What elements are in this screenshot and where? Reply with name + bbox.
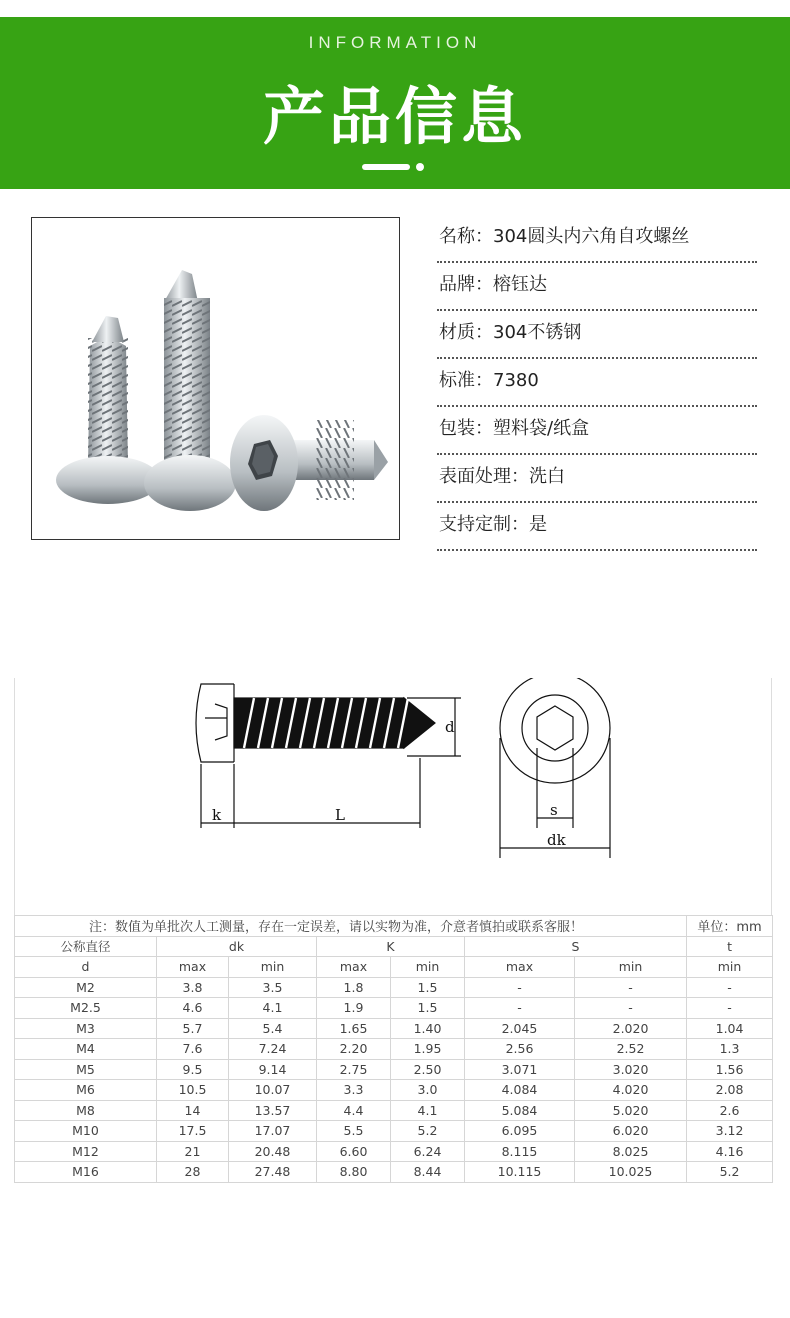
table-cell: 4.1 [391, 1100, 465, 1121]
product-info-list [437, 215, 757, 551]
info-row-material [437, 311, 757, 359]
table-cell: 3.8 [157, 977, 229, 998]
table-cell: 2.50 [391, 1059, 465, 1080]
table-cell: 4.16 [687, 1141, 773, 1162]
table-cell: 1.3 [687, 1039, 773, 1060]
table-cell: M16 [15, 1162, 157, 1183]
table-cell: 10.5 [157, 1080, 229, 1101]
table-cell: 5.2 [687, 1162, 773, 1183]
table-cell: 1.8 [317, 977, 391, 998]
table-cell: 2.045 [465, 1018, 575, 1039]
table-cell: 4.020 [575, 1080, 687, 1101]
table-cell: - [465, 998, 575, 1019]
table-row [15, 1141, 773, 1162]
table-cell: 2.52 [575, 1039, 687, 1060]
table-cell: 8.44 [391, 1162, 465, 1183]
info-name: 名称：304圆头内六角自攻螺丝 [439, 226, 690, 247]
dim-label-k: k [212, 806, 222, 824]
info-standard: 标准：7380 [439, 370, 539, 391]
header-k: K [317, 936, 465, 957]
table-cell: - [465, 977, 575, 998]
table-cell: M6 [15, 1080, 157, 1101]
info-row-surface [437, 455, 757, 503]
table-cell: 7.24 [229, 1039, 317, 1060]
table-unit: 单位：mm [687, 916, 773, 937]
info-brand: 品牌：榕钰达 [439, 274, 547, 295]
header-s: S [465, 936, 687, 957]
table-cell: 3.0 [391, 1080, 465, 1101]
table-cell: 4.6 [157, 998, 229, 1019]
table-cell: 6.24 [391, 1141, 465, 1162]
table-cell: 1.56 [687, 1059, 773, 1080]
table-subheader-row [15, 957, 773, 978]
info-row-packaging [437, 407, 757, 455]
table-row [15, 1162, 773, 1183]
table-note-row [15, 916, 773, 937]
table-cell: 21 [157, 1141, 229, 1162]
subheader-cell: min [391, 957, 465, 978]
subheader-cell: min [229, 957, 317, 978]
dim-label-L: L [335, 806, 345, 824]
subheader-cell: min [575, 957, 687, 978]
table-row [15, 1080, 773, 1101]
table-cell: 8.025 [575, 1141, 687, 1162]
table-cell: 5.2 [391, 1121, 465, 1142]
table-cell: 2.08 [687, 1080, 773, 1101]
table-cell: M2.5 [15, 998, 157, 1019]
table-row [15, 1039, 773, 1060]
table-cell: 17.07 [229, 1121, 317, 1142]
table-cell: 4.4 [317, 1100, 391, 1121]
table-cell: 3.3 [317, 1080, 391, 1101]
table-cell: - [687, 998, 773, 1019]
table-cell: 5.020 [575, 1100, 687, 1121]
table-cell: 10.115 [465, 1162, 575, 1183]
table-row [15, 1121, 773, 1142]
table-cell: 1.5 [391, 998, 465, 1019]
table-cell: M8 [15, 1100, 157, 1121]
table-cell: 2.020 [575, 1018, 687, 1039]
table-cell: 2.56 [465, 1039, 575, 1060]
table-row [15, 1100, 773, 1121]
table-cell: - [687, 977, 773, 998]
table-header-row [15, 936, 773, 957]
table-cell: 8.115 [465, 1141, 575, 1162]
subheader-cell: min [687, 957, 773, 978]
table-cell: 3.071 [465, 1059, 575, 1080]
table-cell: 2.75 [317, 1059, 391, 1080]
table-cell: 1.65 [317, 1018, 391, 1039]
table-cell: 9.5 [157, 1059, 229, 1080]
subheader-cell: max [157, 957, 229, 978]
table-cell: 1.95 [391, 1039, 465, 1060]
info-custom: 支持定制：是 [439, 514, 547, 535]
product-photo [31, 217, 400, 540]
table-row [15, 1018, 773, 1039]
header-nominal: 公称直径 [15, 936, 157, 957]
table-cell: 4.084 [465, 1080, 575, 1101]
table-row [15, 977, 773, 998]
banner-dot [416, 163, 424, 171]
info-surface: 表面处理：洗白 [439, 466, 565, 487]
table-cell: M3 [15, 1018, 157, 1039]
table-row [15, 998, 773, 1019]
table-cell: 2.6 [687, 1100, 773, 1121]
spec-table [14, 915, 773, 1183]
table-cell: 5.7 [157, 1018, 229, 1039]
dim-label-d: d [445, 718, 455, 736]
info-row-custom [437, 503, 757, 551]
info-material: 材质：304不锈钢 [439, 322, 582, 343]
table-cell: 10.07 [229, 1080, 317, 1101]
info-row-standard [437, 359, 757, 407]
info-row-name [437, 215, 757, 263]
banner-divider [362, 164, 410, 170]
table-cell: 8.80 [317, 1162, 391, 1183]
table-cell: 9.14 [229, 1059, 317, 1080]
table-cell: 14 [157, 1100, 229, 1121]
table-cell: 10.025 [575, 1162, 687, 1183]
table-cell: 3.5 [229, 977, 317, 998]
table-cell: M5 [15, 1059, 157, 1080]
spec-rows [15, 977, 773, 1182]
technical-drawing [14, 678, 772, 916]
subheader-cell: max [317, 957, 391, 978]
subheader-cell: max [465, 957, 575, 978]
header-dk: dk [157, 936, 317, 957]
table-cell: 6.60 [317, 1141, 391, 1162]
table-cell: M10 [15, 1121, 157, 1142]
table-cell: 5.5 [317, 1121, 391, 1142]
table-cell: 1.04 [687, 1018, 773, 1039]
table-cell: 6.095 [465, 1121, 575, 1142]
table-cell: 7.6 [157, 1039, 229, 1060]
table-cell: 27.48 [229, 1162, 317, 1183]
banner-title: 产品信息 [262, 80, 527, 153]
table-cell: 17.5 [157, 1121, 229, 1142]
info-packaging: 包装：塑料袋/纸盒 [439, 418, 590, 439]
table-cell: 2.20 [317, 1039, 391, 1060]
subheader-cell: d [15, 957, 157, 978]
banner-subtitle: INFORMATION [308, 33, 482, 52]
table-cell: 4.1 [229, 998, 317, 1019]
header-t: t [687, 936, 773, 957]
table-cell: 1.9 [317, 998, 391, 1019]
dim-label-dk: dk [547, 831, 566, 849]
table-cell: 13.57 [229, 1100, 317, 1121]
table-cell: 20.48 [229, 1141, 317, 1162]
info-banner [0, 17, 790, 189]
table-cell: 5.084 [465, 1100, 575, 1121]
table-cell: 3.020 [575, 1059, 687, 1080]
table-cell: - [575, 977, 687, 998]
table-cell: 1.5 [391, 977, 465, 998]
table-cell: 28 [157, 1162, 229, 1183]
info-row-brand [437, 263, 757, 311]
table-cell: 5.4 [229, 1018, 317, 1039]
table-cell: 3.12 [687, 1121, 773, 1142]
table-cell: M12 [15, 1141, 157, 1162]
table-cell: - [575, 998, 687, 1019]
dim-label-s: s [550, 801, 558, 819]
table-note: 注：数值为单批次人工测量，存在一定误差，请以实物为准，介意者慎拍或联系客服！ [15, 916, 687, 937]
table-cell: M4 [15, 1039, 157, 1060]
table-cell: M2 [15, 977, 157, 998]
screw-photo-icon [32, 218, 401, 541]
table-cell: 1.40 [391, 1018, 465, 1039]
table-cell: 6.020 [575, 1121, 687, 1142]
table-row [15, 1059, 773, 1080]
